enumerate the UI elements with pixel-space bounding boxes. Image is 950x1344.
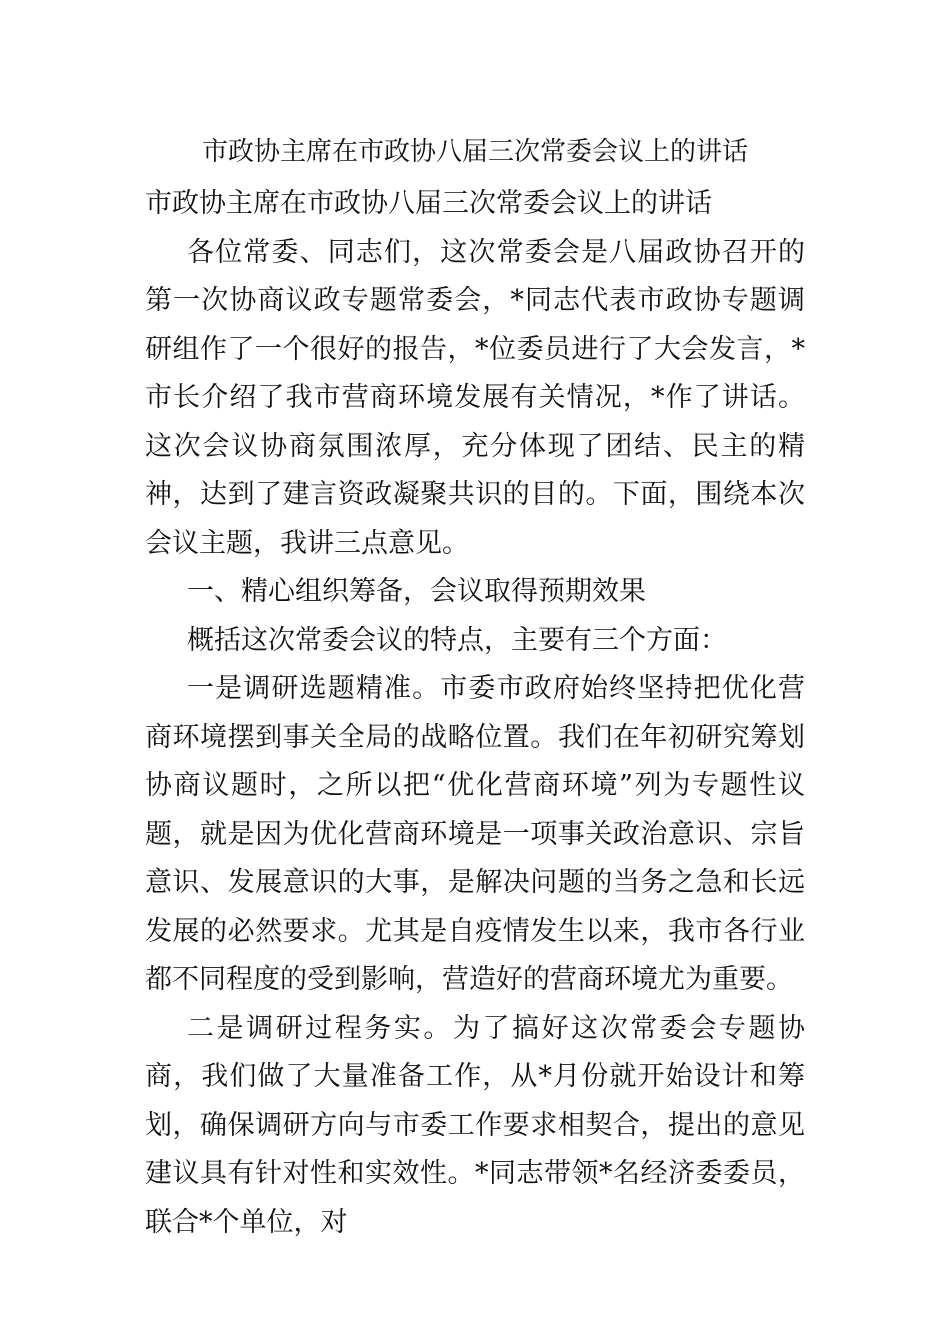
section-heading-1: 一、精心组织筹备，会议取得预期效果 [187, 576, 646, 607]
document-subtitle: 市政协主席在市政协八届三次常委会议上的讲话 [145, 188, 712, 219]
paragraph-opening: 各位常委、同志们，这次常委会是八届政协召开的第一次协商议政专题常委会，*同志代表市政协专题调研组作了一个很好的报告，*位委员进行了大会发言，*市长介绍了我市营商环境发展有关情况，*作了讲话。这次会议协商氛围浓厚，充分体现了团结、民主的精神，达到了建言资政凝聚共识的目的。下面，围绕本次会议主题，我讲三点意见。 [145, 236, 805, 559]
paragraph-point-2: 二是调研过程务实。为了搞好这次常委会专题协商，我们做了大量准备工作，从*月份就开始设计和筹划，确保调研方向与市委工作要求相契合，提出的意见建议具有针对性和实效性。*同志带领*名经济委委员，联合*个单位，对 [145, 1012, 805, 1238]
document-title: 市政协主席在市政协八届三次常委会议上的讲话 [201, 137, 748, 167]
document-body [145, 180, 805, 1247]
paragraph-point-1: 一是调研选题精准。市委市政府始终坚持把优化营商环境摆到事关全局的战略位置。我们在年初研究筹划协商议题时，之所以把“优化营商环境”列为专题性议题，就是因为优化营商环境是一项事关政治意识、宗旨意识、发展意识的大事，是解决问题的当务之急和长远发展的必然要求。尤其是自疫情发生以来，我市各行业都不同程度的受到影响，营造好的营商环境尤为重要。 [145, 673, 805, 995]
paragraph-summary: 概括这次常委会议的特点，主要有三个方面： [187, 624, 727, 656]
